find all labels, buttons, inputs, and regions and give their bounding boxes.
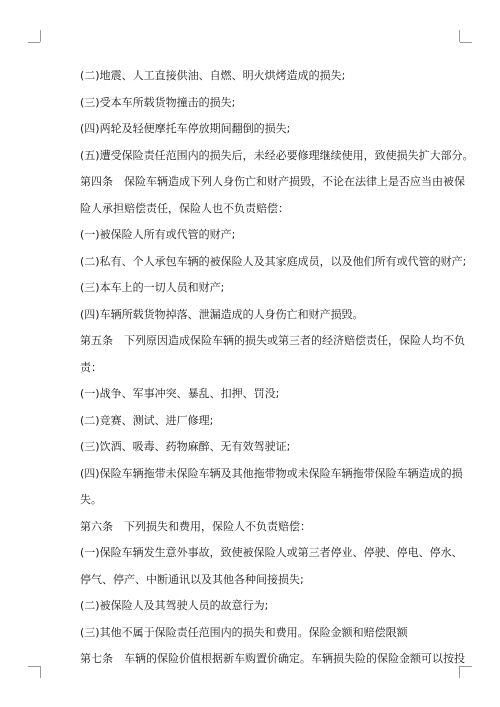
clause-item: (四)车辆所载货物掉落、泄漏造成的人身伤亡和财产损毁。 <box>80 307 364 321</box>
article-4-heading: 第四条 保险车辆造成下列人身伤亡和财产损毁，不论在法律上是否应当由被保 <box>80 175 465 188</box>
clause-item: (一)保险车辆发生意外事故，致使被保险人或第三者停业、停驶、停电、停水、 <box>80 546 463 559</box>
crop-mark-bottom-right-h <box>460 666 472 667</box>
clause-item: (二)地震、人工直接供油、自燃、明火烘烤造成的损失; <box>80 69 346 82</box>
clause-item: (三)其他不属于保险责任范围内的损失和费用。保险金额和赔偿限额 <box>80 625 408 639</box>
crop-mark-top-right-h <box>460 42 472 43</box>
crop-mark-bottom-right-v <box>459 666 460 678</box>
clause-item: (五)遭受保险责任范围内的损失后，未经必要修理继续使用，致使损失扩大部分。 <box>80 148 474 162</box>
crop-mark-top-right-v <box>459 30 460 42</box>
clause-item: (二)竞赛、测试、进厂修理; <box>80 413 214 427</box>
clause-item: (三)本车上的一切人员和财产; <box>80 281 225 294</box>
crop-mark-top-left-h <box>28 42 40 43</box>
article-5-continuation: 责： <box>80 360 102 374</box>
article-4-continuation: 险人承担赔偿责任，保险人也不负责赔偿： <box>80 201 289 215</box>
crop-mark-bottom-left-h <box>28 666 40 667</box>
clause-item: (二)被保险人及其驾驶人员的故意行为; <box>80 599 269 612</box>
clause-item: (一)战争、军事冲突、暴乱、扣押、罚没; <box>80 387 280 400</box>
clause-item-continuation: 失。 <box>80 493 102 506</box>
article-6-heading: 第六条 下列损失和费用，保险人不负责赔偿： <box>80 519 311 533</box>
clause-item: (一)被保险人所有或代管的财产; <box>80 228 236 241</box>
crop-mark-top-left-v <box>40 30 41 42</box>
clause-item: (二)私有、个人承包车辆的被保险人及其家庭成员，以及他们所有或代管的财产; <box>80 254 467 268</box>
crop-mark-bottom-left-v <box>40 666 41 678</box>
document-body <box>80 64 474 674</box>
clause-item: (四)保险车辆拖带未保险车辆及其他拖带物或未保险车辆拖带保险车辆造成的损 <box>80 466 463 480</box>
clause-item-continuation: 停气、停产、中断通讯以及其他各种间接损失; <box>80 572 304 586</box>
clause-item: (三)饮酒、吸毒、药物麻醉、无有效驾驶证; <box>80 440 291 453</box>
clause-item: (四)两轮及轻便摩托车停放期间翻倒的损失; <box>80 122 291 135</box>
article-5-heading: 第五条 下列原因造成保险车辆的损失或第三者的经济赔偿责任，保险人均不负 <box>80 334 465 347</box>
article-7-heading: 第七条 车辆的保险价值根据新车购置价确定。车辆损失险的保险金额可以按投 <box>80 652 465 665</box>
clause-item: (三)受本车所载货物撞击的损失; <box>80 95 236 109</box>
